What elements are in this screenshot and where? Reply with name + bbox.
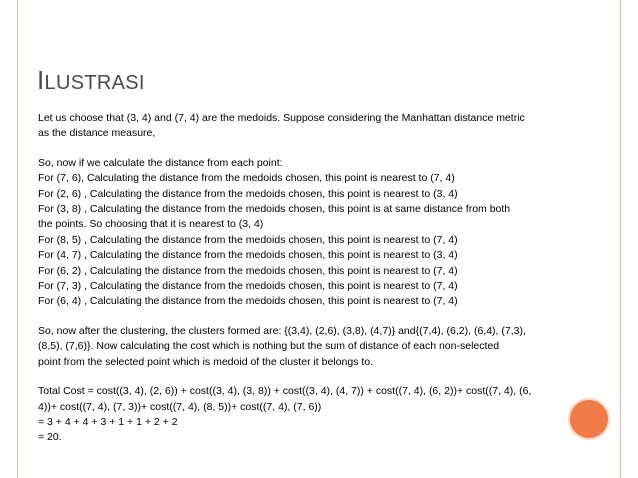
text-line: 4))+ cost((7, 4), (7, 3))+ cost((7, 4), (8, 5))+ cost((7, 4), (7, 6)) xyxy=(38,400,322,413)
distance-paragraph xyxy=(38,156,598,310)
text-line: For (3, 8) , Calculating the distance from the medoids chosen, this point is at same distance from both xyxy=(38,203,511,216)
intro-paragraph xyxy=(38,111,598,142)
slide-title xyxy=(37,65,145,96)
title-initial: I xyxy=(37,65,45,95)
text-line: as the distance measure, xyxy=(38,127,156,140)
slide-body xyxy=(38,111,598,446)
text-line: So, now after the clustering, the clusters formed are: {(3,4), (2,6), (3,8), (4,7)} and{(7,4), (6,2), (6,4), (7,3), xyxy=(38,324,526,337)
text-line: So, now if we calculate the distance from each point: xyxy=(38,156,283,169)
text-line: For (7, 6), Calculating the distance from the medoids chosen, this point is nearest to (7, 4) xyxy=(38,172,455,185)
text-line: = 20. xyxy=(38,431,62,444)
cost-paragraph xyxy=(38,384,598,446)
decorative-circle xyxy=(568,398,610,440)
right-border-line xyxy=(620,0,621,478)
text-line: point from the selected point which is medoid of the cluster it belongs to. xyxy=(38,355,374,368)
text-line: For (2, 6) , Calculating the distance from the medoids chosen, this point is nearest to (3, 4) xyxy=(38,187,458,200)
text-line: For (4, 7) , Calculating the distance from the medoids chosen, this point is nearest to (3, 4) xyxy=(38,249,458,262)
left-border-line xyxy=(17,0,18,478)
text-line: For (7, 3) , Calculating the distance from the medoids chosen, this point is nearest to (7, 4) xyxy=(38,280,458,293)
text-line: Total Cost = cost((3, 4), (2, 6)) + cost((3, 4), (3, 8)) + cost((3, 4), (4, 7)) + cost((7, 4), (6, 2))+ cost((7, 4), (6, xyxy=(38,385,532,398)
text-line: (8,5), (7,6)}. Now calculating the cost which is nothing but the sum of distance of each non-selected xyxy=(38,340,500,353)
text-line: = 3 + 4 + 4 + 3 + 1 + 1 + 2 + 2 xyxy=(38,415,178,428)
title-rest: LUSTRASI xyxy=(44,72,145,94)
text-line: Let us choose that (3, 4) and (7, 4) are the medoids. Suppose considering the Manhattan distance metric xyxy=(38,112,525,124)
text-line: For (8, 5) , Calculating the distance from the medoids chosen, this point is nearest to (7, 4) xyxy=(38,233,458,246)
cluster-paragraph xyxy=(38,324,598,370)
text-line: the points. So choosing that it is nearest to (3, 4) xyxy=(38,218,264,231)
text-line: For (6, 2) , Calculating the distance from the medoids chosen, this point is nearest to (7, 4) xyxy=(38,264,458,277)
text-line: For (6, 4) , Calculating the distance from the medoids chosen, this point is nearest to (7, 4) xyxy=(38,295,458,308)
